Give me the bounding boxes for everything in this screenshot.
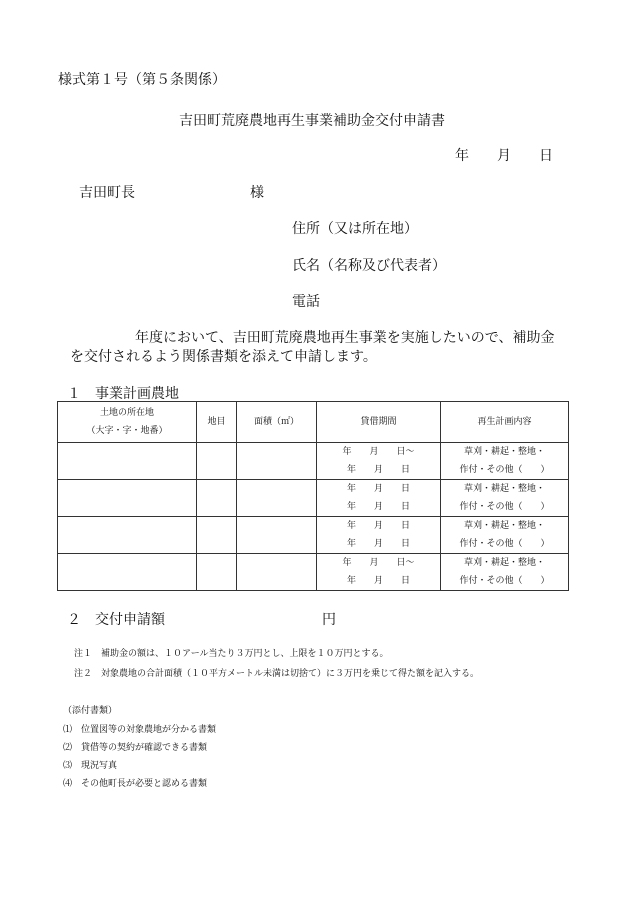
period-end: 年 月 日 <box>346 576 410 586</box>
plan-line1: 草刈・耕起・整地・ <box>463 558 545 568</box>
header-land-type: 地目 <box>197 402 237 443</box>
plan-line2: 作付・その他（ ） <box>459 539 550 549</box>
cell-period[interactable] <box>317 443 441 480</box>
attachment-item: ⑵ 貸借等の契約が確認できる書類 <box>63 743 208 753</box>
header-area: 面積（㎡） <box>237 402 317 443</box>
section2-unit: 円 <box>322 612 336 628</box>
form-number: 様式第１号（第５条関係） <box>58 72 226 88</box>
attachment-item: ⑷ その他町長が必要と認める書類 <box>63 779 208 789</box>
cell-period[interactable] <box>317 480 441 517</box>
cell-land-type[interactable] <box>197 554 237 591</box>
cell-land-type[interactable] <box>197 443 237 480</box>
farmland-plan-table <box>57 401 569 591</box>
plan-line1: 草刈・耕起・整地・ <box>463 447 545 457</box>
attachment-item: ⑴ 位置図等の対象農地が分かる書類 <box>63 725 217 735</box>
date-month: 月 <box>497 148 511 164</box>
section2-title: ２ 交付申請額 <box>67 612 165 628</box>
cell-area[interactable] <box>237 517 317 554</box>
cell-plan[interactable] <box>441 443 569 480</box>
note-2: 注２ 対象農地の合計面積（１０平方メートル未満は切捨て）に３万円を乗じて得た額を記入する。 <box>74 669 480 679</box>
table-row <box>58 443 569 480</box>
applicant-address-label: 住所（又は所在地） <box>292 221 418 237</box>
header-location <box>58 402 197 443</box>
cell-period[interactable] <box>317 554 441 591</box>
plan-line1: 草刈・耕起・整地・ <box>463 521 545 531</box>
document-title: 吉田町荒廃農地再生事業補助金交付申請書 <box>179 113 445 129</box>
date-year: 年 <box>455 148 469 164</box>
period-start: 年 月 日 <box>346 484 410 494</box>
applicant-name-label: 氏名（名称及び代表者） <box>292 258 446 274</box>
attachments-heading: （添付書類） <box>63 706 118 716</box>
body-text-line1: 年度において、吉田町荒廃農地再生事業を実施したいので、補助金 <box>135 330 555 346</box>
cell-area[interactable] <box>237 480 317 517</box>
applicant-phone-label: 電話 <box>292 294 320 310</box>
addressee-honorific: 様 <box>250 185 264 201</box>
cell-land-type[interactable] <box>197 480 237 517</box>
cell-location[interactable] <box>58 443 197 480</box>
plan-line1: 草刈・耕起・整地・ <box>463 484 545 494</box>
header-plan: 再生計画内容 <box>441 402 569 443</box>
period-end: 年 月 日 <box>346 465 410 475</box>
cell-plan[interactable] <box>441 554 569 591</box>
header-period: 貸借期間 <box>317 402 441 443</box>
cell-period[interactable] <box>317 517 441 554</box>
addressee-name: 吉田町長 <box>79 185 135 201</box>
cell-land-type[interactable] <box>197 517 237 554</box>
body-text-line2: を交付されるよう関係書類を添えて申請します。 <box>70 349 377 365</box>
header-location-line1: 土地の所在地 <box>99 408 154 418</box>
note-1: 注１ 補助金の額は、１０アール当たり３万円とし、上限を１０万円とする。 <box>74 649 389 659</box>
table-row <box>58 480 569 517</box>
plan-line2: 作付・その他（ ） <box>459 576 550 586</box>
cell-location[interactable] <box>58 480 197 517</box>
cell-plan[interactable] <box>441 480 569 517</box>
cell-location[interactable] <box>58 517 197 554</box>
table-row <box>58 554 569 591</box>
plan-line2: 作付・その他（ ） <box>459 502 550 512</box>
plan-line2: 作付・その他（ ） <box>459 465 550 475</box>
cell-area[interactable] <box>237 554 317 591</box>
section1-title: １ 事業計画農地 <box>67 386 179 402</box>
table-header-row <box>58 402 569 443</box>
header-location-line2: （大字・字・地番） <box>86 426 168 436</box>
period-start: 年 月 日～ <box>342 558 415 568</box>
period-end: 年 月 日 <box>346 539 410 549</box>
cell-area[interactable] <box>237 443 317 480</box>
cell-location[interactable] <box>58 554 197 591</box>
period-start: 年 月 日 <box>346 521 410 531</box>
table-row <box>58 517 569 554</box>
period-end: 年 月 日 <box>346 502 410 512</box>
cell-plan[interactable] <box>441 517 569 554</box>
date-day: 日 <box>539 148 553 164</box>
period-start: 年 月 日～ <box>342 447 415 457</box>
attachment-item: ⑶ 現況写真 <box>63 761 118 771</box>
